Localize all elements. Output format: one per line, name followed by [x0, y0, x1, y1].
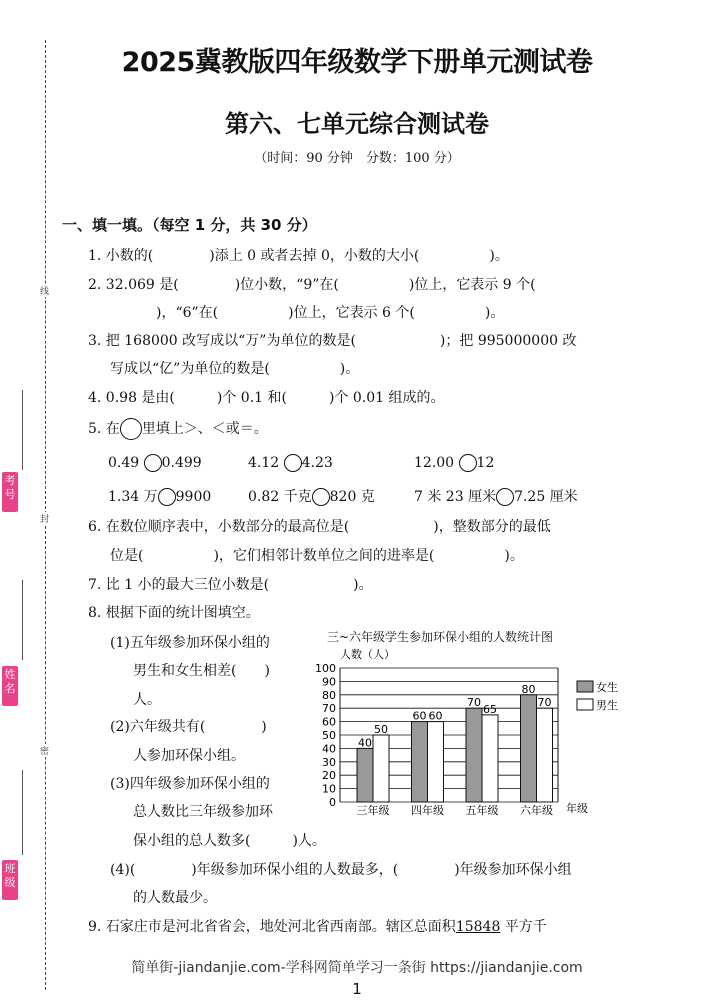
answer-circle[interactable]	[284, 454, 302, 472]
answer-circle[interactable]	[144, 454, 162, 472]
binding-mark-line: 线	[40, 284, 49, 297]
question-5	[88, 418, 268, 440]
bar	[521, 695, 537, 802]
x-axis-label: 年级	[566, 802, 588, 815]
q8-part-1-line-1: (1)五年级参加环保小组的	[110, 635, 270, 651]
y-tick-label: 0	[329, 796, 336, 809]
circle-icon	[120, 418, 142, 440]
bar-value-label: 50	[374, 723, 388, 736]
compare-right: 7.25 厘米	[514, 489, 578, 505]
q9-text: 9. 石家庄市是河北省省会，地处河北省西南部。辖区总面积	[88, 919, 456, 935]
question-6-line-2: 位是( )，它们相邻计数单位之间的进率是( )。	[110, 548, 524, 564]
bar-value-label: 60	[412, 709, 427, 723]
question-9	[88, 916, 547, 936]
q8-part-1-line-2: 男生和女生相差( )	[133, 663, 270, 679]
x-tick-label: 四年级	[411, 804, 444, 817]
y-tick-label: 10	[322, 782, 336, 796]
question-7: 7. 比 1 小的最大三位小数是( )。	[88, 577, 373, 593]
q5-compare-2	[248, 454, 333, 472]
q5-compare-5	[248, 486, 375, 506]
compare-left: 4.12	[248, 455, 280, 471]
q8-part-4-line-2: 的人数最少。	[133, 890, 217, 906]
class-label: 班级	[2, 860, 18, 900]
exam-number-line	[22, 390, 23, 470]
legend-label-male: 男生	[596, 699, 618, 712]
compare-right: 820 克	[329, 489, 375, 505]
q9-area-number: 15848	[455, 919, 501, 935]
legend-label-female: 女生	[596, 681, 618, 694]
question-1: 1. 小数的( )添上 0 或者去掉 0，小数的大小( )。	[88, 248, 509, 264]
q8-part-2-line-1: (2)六年级共有( )	[110, 719, 267, 735]
q8-part-2-line-2: 人参加环保小组。	[133, 748, 245, 764]
compare-right: 0.499	[161, 455, 202, 471]
y-tick-label: 90	[322, 675, 336, 689]
name-line	[22, 580, 23, 660]
bar	[466, 708, 482, 802]
q8-part-3-line-2: 总人数比三年级参加环	[133, 804, 273, 820]
compare-left: 0.82 千克	[248, 489, 312, 505]
y-axis-label: 人数（人）	[340, 648, 395, 661]
bar-value-label: 60	[428, 709, 443, 723]
y-tick-label: 50	[322, 729, 336, 742]
legend-swatch-female	[577, 681, 593, 692]
bar	[412, 722, 428, 802]
answer-circle[interactable]	[158, 488, 176, 506]
q8-part-3-line-3: 保小组的总人数多( )人。	[133, 833, 326, 849]
compare-left: 7 米 23 厘米	[414, 489, 497, 505]
chart-legend	[577, 680, 618, 712]
y-tick-label: 100	[315, 662, 336, 675]
q8-part-1-line-3: 人。	[133, 692, 161, 708]
bar	[373, 735, 389, 802]
bar-chart	[300, 645, 618, 820]
y-tick-label: 40	[322, 742, 336, 756]
y-tick-label: 20	[322, 769, 336, 783]
bar-value-label: 40	[358, 736, 372, 750]
time-score-info: （时间：90 分钟 分数：100 分）	[254, 151, 460, 166]
exam-number-label: 考号	[2, 472, 18, 512]
compare-right: 4.23	[301, 455, 333, 471]
class-line	[22, 770, 23, 855]
section-heading: 一、填一填。（每空 1 分，共 30 分）	[62, 216, 317, 234]
question-2-line-1: 2. 32.069 是( )位小数，“9”在( )位上，它表示 9 个(	[88, 277, 536, 293]
bar-value-label: 70	[537, 696, 552, 710]
question-5-suffix: 里填上＞、＜或＝。	[141, 421, 268, 437]
test-title: 第六、七单元综合测试卷	[225, 109, 489, 138]
binding-mark-seal: 封	[40, 512, 49, 525]
answer-circle[interactable]	[459, 454, 477, 472]
compare-left: 1.34 万	[108, 489, 158, 505]
page-number: 1	[352, 980, 362, 998]
compare-left: 0.49	[108, 455, 140, 471]
q8-part-4-line-1: (4)( )年级参加环保小组的人数最多，( )年级参加环保小组	[110, 862, 572, 878]
chart-title: 三~六年级学生参加环保小组的人数统计图	[327, 630, 554, 644]
x-tick-label: 五年级	[465, 804, 499, 817]
y-tick-label: 70	[322, 702, 336, 716]
bar	[428, 722, 444, 802]
x-tick-label: 六年级	[520, 804, 553, 817]
y-tick-label: 60	[322, 715, 336, 729]
legend-swatch-male	[577, 699, 593, 710]
x-tick-label: 三年级	[356, 804, 390, 817]
bar	[537, 708, 553, 802]
compare-left: 12.00	[414, 455, 455, 471]
footer-site-text: 简单街-jiandanjie.com-学科网简单学习一条街 https://jiandanjie.com	[131, 960, 583, 976]
question-3-line-1: 3. 把 168000 改写成以“万”为单位的数是( )；把 995000000 改	[88, 333, 577, 349]
q5-compare-1	[108, 454, 202, 472]
bar-value-label: 80	[521, 682, 536, 696]
question-2-line-2: )，“6”在( )位上，它表示 6 个( )。	[128, 305, 505, 321]
bar-value-label: 70	[467, 696, 481, 710]
y-tick-label: 30	[322, 755, 336, 769]
bar	[482, 715, 498, 802]
y-tick-label: 80	[322, 688, 336, 702]
binding-mark-dense: 密	[40, 744, 49, 757]
document-title: 2025冀教版四年级数学下册单元测试卷	[121, 47, 593, 78]
name-label: 姓名	[2, 666, 18, 706]
question-5-prefix: 5. 在	[88, 421, 120, 437]
question-3-line-2: 写成以“亿”为单位的数是( )。	[110, 361, 360, 377]
question-4: 4. 0.98 是由( )个 0.1 和( )个 0.01 组成的。	[88, 390, 445, 406]
bar-value-label: 65	[483, 702, 497, 716]
q5-compare-6	[414, 486, 578, 506]
q9-unit: 平方千	[500, 919, 547, 935]
q5-compare-4	[108, 486, 211, 506]
q8-part-3-line-1: (3)四年级参加环保小组的	[110, 776, 270, 792]
compare-right: 9900	[175, 489, 212, 505]
answer-circle[interactable]	[496, 488, 514, 506]
q5-compare-3	[414, 454, 494, 472]
question-6-line-1: 6. 在数位顺序表中，小数部分的最高位是( )，整数部分的最低	[88, 519, 551, 535]
compare-right: 12	[476, 455, 495, 471]
bar	[357, 748, 373, 802]
answer-circle[interactable]	[312, 488, 330, 506]
question-8: 8. 根据下面的统计图填空。	[88, 605, 260, 621]
